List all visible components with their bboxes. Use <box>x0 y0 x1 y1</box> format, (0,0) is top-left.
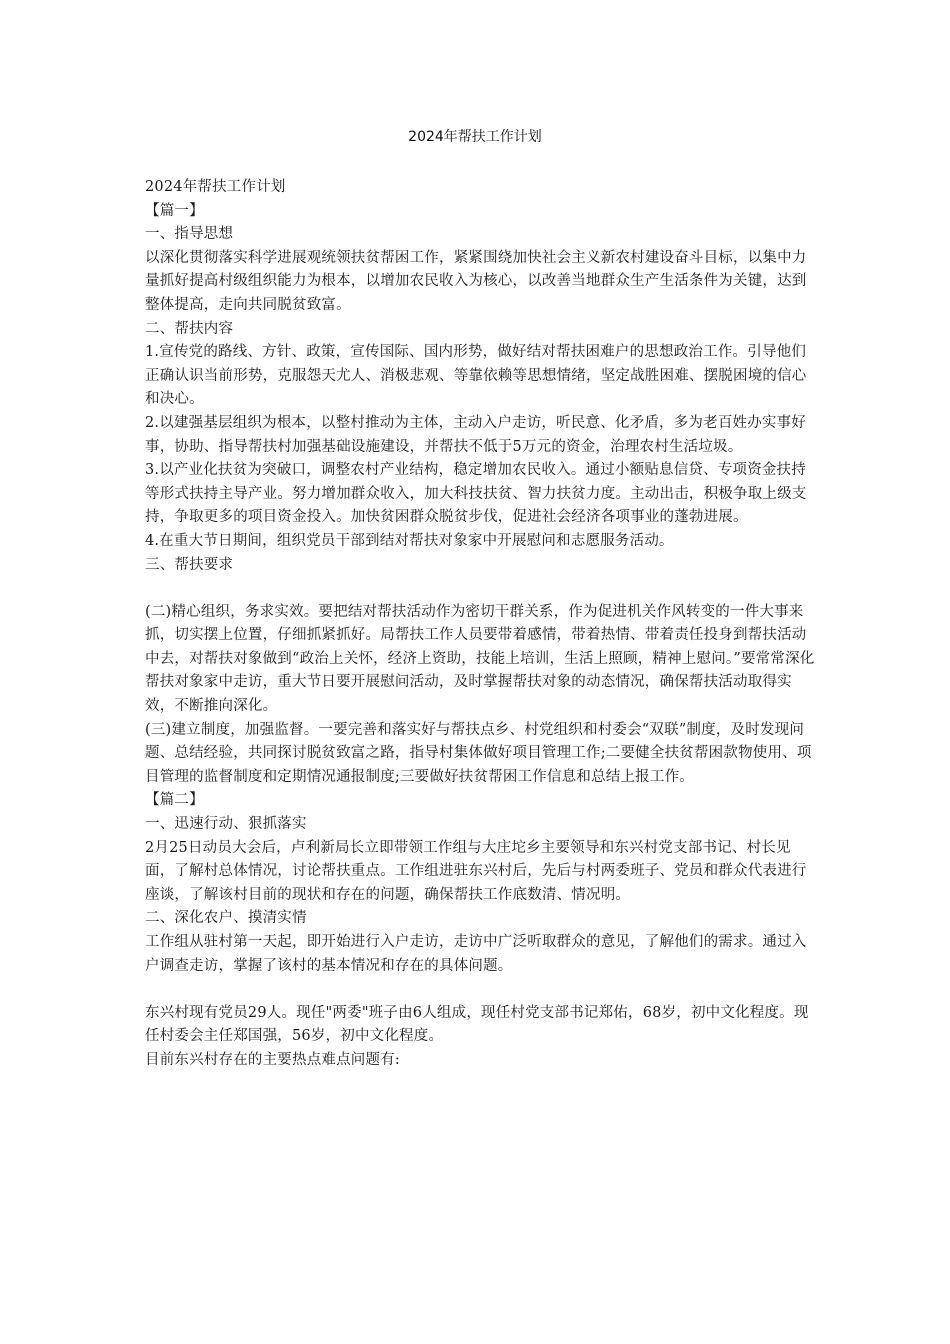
paragraph-requirement-2: (二)精心组织，务求实效。要把结对帮扶活动作为密切干群关系，作为促进机关作风转变的一件大事来抓，切实摆上位置，仔细抓紧抓好。局帮扶工作人员要带着感情，带着热情、带着责任投身到帮扶活动中去，对帮扶对象做到“政治上关怀，经济上资助，技能上培训，生活上照顾，精神上慰问。”要常常深化帮扶对象家中走访，重大节日要开展慰问活动，及时掌握帮扶对象的动态情况，确保帮扶活动取得实效，不断推向深化。 <box>145 603 815 715</box>
paragraph-requirement-3: (三)建立制度，加强监督。一要完善和落实好与帮扶点乡、村党组织和村委会“双联”制度，及时发现问题、总结经验，共同探讨脱贫致富之路，指导村集体做好项目管理工作;二要健全扶贫帮困款物使用、项目管理的监督制度和定期情况通报制度;三要做好扶贫帮困工作信息和总结上报工作。 <box>145 721 812 785</box>
section-label-part-two: 【篇二】 <box>145 792 204 809</box>
blank-line <box>145 577 820 601</box>
paragraph-item-3: 3.以产业化扶贫为突破口，调整农村产业结构，稳定增加农民收入。通过小额贴息信贷、专项资金扶持等形式扶持主导产业。努力增加群众收入，加大科技扶贫、智力扶贫力度。主动出击，积极争取上级支持，争取更多的项目资金投入。加快贫困群众脱贫步伐，促进社会经济各项事业的蓬勃进展。 <box>145 462 807 526</box>
paragraph-item-1: 1.宣传党的路线、方针、政策，宣传国际、国内形势，做好结对帮扶困难户的思想政治工作。引导他们正确认识当前形势，克服怨天尤人、消极悲观、等靠依赖等思想情绪，坚定战胜困难、摆脱困境的信心和决心。 <box>145 344 807 408</box>
document-title: 2024年帮扶工作计划 <box>408 129 542 145</box>
heading-household-visits: 二、深化农户、摸清实情 <box>145 910 307 927</box>
paragraph-item-4: 4.在重大节日期间，组织党员干部到结对帮扶对象家中开展慰问和志愿服务活动。 <box>145 532 674 549</box>
paragraph-guiding-ideology: 以深化贯彻落实科学进展观统领扶贫帮困工作，紧紧围绕加快社会主义新农村建设奋斗目标，以集中力量抓好提高村级组织能力为根本，以增加农民收入为核心，以改善当地群众生产生活条件为关键，达到整体提高，走向共同脱贫致富。 <box>145 249 807 313</box>
section-label-part-one: 【篇一】 <box>145 202 204 219</box>
heading-rapid-action: 一、迅速行动、狠抓落实 <box>145 816 307 833</box>
paragraph-item-2: 2.以建强基层组织为根本，以整村推动为主体，主动入户走访，听民意、化矛盾，多为老百姓办实事好事，协助、指导帮扶村加强基础设施建设，并帮扶不低于5万元的资金，治理农村生活垃圾。 <box>145 414 807 455</box>
paragraph-village-members: 东兴村现有党员29人。现任"两委"班子由6人组成，现任村党支部书记郑佑，68岁，初中文化程度。现任村委会主任郑国强，56岁，初中文化程度。 <box>145 1004 809 1045</box>
paragraph-household-visits: 工作组从驻村第一天起，即开始进行入户走访，走访中广泛听取群众的意见，了解他们的需求。通过入户调查走访，掌握了该村的基本情况和存在的具体问题。 <box>145 934 807 974</box>
paragraph-rapid-action: 2月25日动员大会后，卢利新局长立即带领工作组与大庄坨乡主要领导和东兴村党支部书记、村长见面，了解村总体情况，讨论帮扶重点。工作组进驻东兴村后，先后与村两委班子、党员和群众代表进行座谈，了解该村目前的现状和存在的问题，确保帮扶工作底数清、情况明。 <box>145 839 807 903</box>
paragraph-main-issues: 目前东兴村存在的主要热点难点问题有: <box>145 1051 400 1068</box>
heading-assistance-content: 二、帮扶内容 <box>145 320 234 337</box>
heading-guiding-ideology: 一、指导思想 <box>145 226 234 243</box>
document-body <box>145 176 820 1073</box>
body-heading: 2024年帮扶工作计划 <box>145 179 286 195</box>
blank-line <box>145 978 820 1002</box>
heading-assistance-requirements: 三、帮扶要求 <box>145 556 234 573</box>
